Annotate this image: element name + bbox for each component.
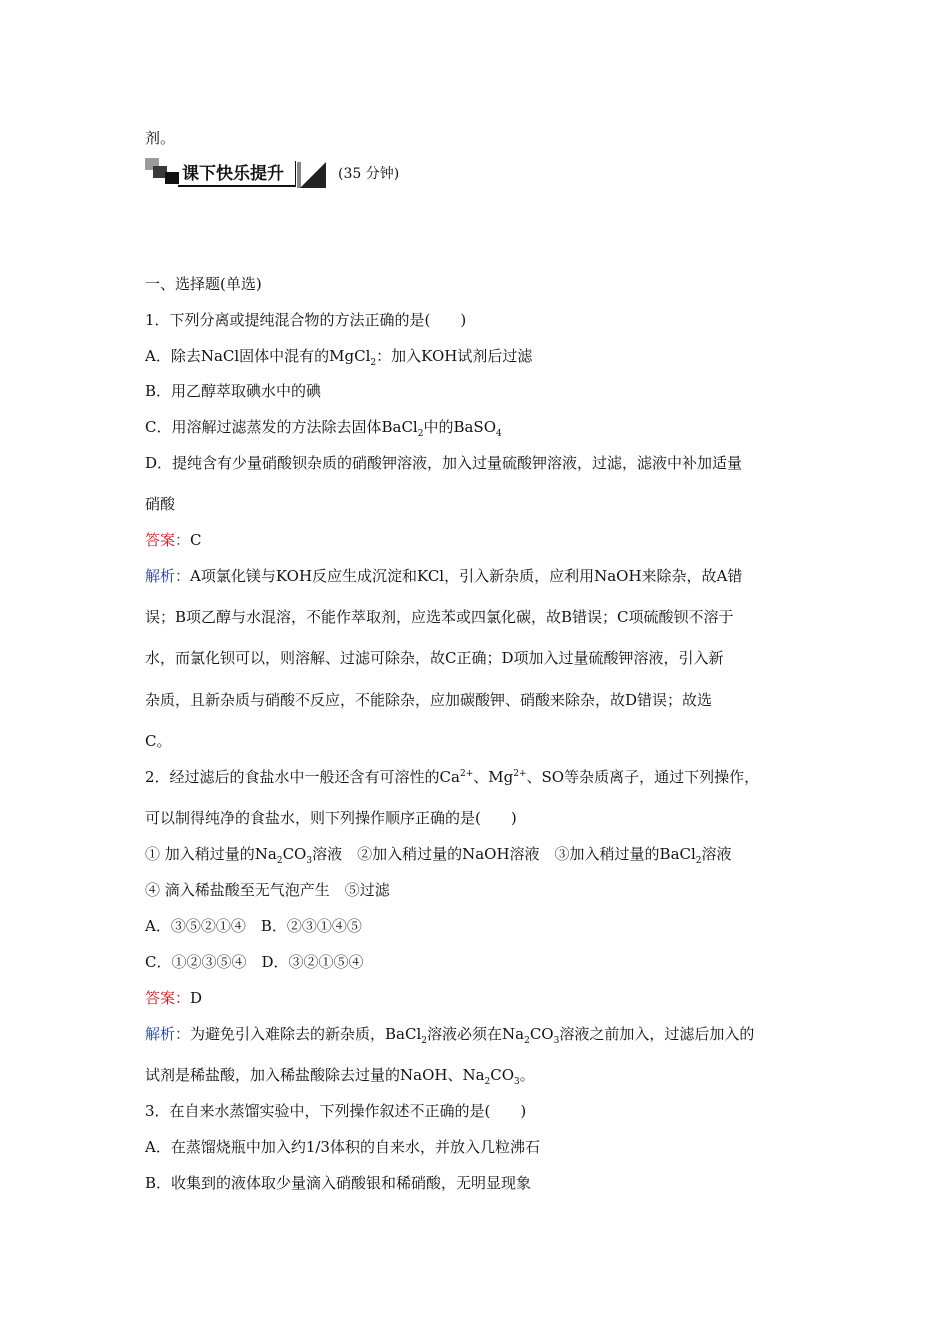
q1-c-text: 中的BaSO <box>423 418 497 436</box>
q2-operations-line1 <box>145 844 732 864</box>
q1-option-d-line1: D．提纯含有少量硝酸钡杂质的硝酸钾溶液，加入过量硫酸钾溶液，过滤，滤液中补加适量 <box>145 454 743 472</box>
q1-a-text: A．除去NaCl固体中混有的MgCl <box>145 347 371 365</box>
subscript: 2 <box>370 358 377 368</box>
subscript: 3 <box>553 1036 560 1046</box>
analysis-text: 试剂是稀盐酸，加入稀盐酸除去过量的NaOH、Na <box>145 1066 485 1084</box>
q1-analysis-line4: 杂质，且新杂质与硝酸不反应，不能除杂，应加碳酸钾、硝酸来除杂，故D错误；故选 <box>145 691 713 709</box>
banner-time: (35 分钟) <box>338 166 400 182</box>
analysis-text: 溶液之前加入，过滤后加入的 <box>559 1025 755 1043</box>
q1-option-a <box>145 346 532 366</box>
analysis-text: 溶液必须在Na <box>427 1025 525 1043</box>
subscript: 3 <box>306 856 313 866</box>
q2-ops-text: CO <box>282 845 307 863</box>
q1-analysis-line3: 水，而氯化钡可以，则溶解、过滤可除杂，故C正确；D项加入过量硫酸钾溶液，引入新 <box>145 649 724 667</box>
intro-tail: 剂。 <box>145 129 176 147</box>
q1-option-d-line2: 硝酸 <box>145 495 176 513</box>
q1-analysis-line1 <box>145 566 742 586</box>
q1-option-c <box>145 417 502 437</box>
q1-c-text: C．用溶解过滤蒸发的方法除去固体BaCl <box>145 418 418 436</box>
q2-operations-line2: ④ 滴入稀盐酸至无气泡产生 ⑤过滤 <box>145 881 390 899</box>
q1-a-text: ：加入KOH试剂后过滤 <box>376 347 533 365</box>
subscript: 2 <box>695 856 702 866</box>
q1-stem: 1．下列分离或提纯混合物的方法正确的是( ) <box>145 311 467 329</box>
q3-option-a: A．在蒸馏烧瓶中加入约1/3体积的自来水，并放入几粒沸石 <box>145 1138 540 1156</box>
answer-value: C <box>190 531 202 549</box>
answer-label: 答案： <box>145 531 191 549</box>
q1-answer <box>145 530 202 550</box>
subscript: 2 <box>417 429 424 439</box>
q1-analysis-line2: 误；B项乙醇与水混溶，不能作萃取剂，应选苯或四氯化碳，故B错误；C项硫酸钡不溶于 <box>145 608 734 626</box>
subscript: 2 <box>276 856 283 866</box>
q1-option-b: B．用乙醇萃取碘水中的碘 <box>145 382 322 400</box>
section-title: 一、选择题(单选) <box>145 275 262 293</box>
analysis-text: 为避免引入难除去的新杂质，BaCl <box>190 1025 422 1043</box>
superscript: 2+ <box>459 769 474 779</box>
q2-stem-text: 、SO等杂质离子，通过下列操作， <box>526 768 760 786</box>
banner-square-icon <box>165 172 179 184</box>
analysis-label: 解析： <box>145 567 191 585</box>
superscript: 2+ <box>513 769 527 779</box>
q2-analysis-line2 <box>145 1065 535 1085</box>
q1-analysis-line5: C。 <box>145 732 172 750</box>
subscript: 2 <box>484 1077 491 1087</box>
q2-stem-line1 <box>145 767 759 787</box>
analysis-text: A项氯化镁与KOH反应生成沉淀和KCl，引入新杂质，应利用NaOH来除杂，故A错 <box>190 567 743 585</box>
q2-ops-text: ① 加入稍过量的Na <box>145 845 277 863</box>
q2-ops-text: 溶液 ②加入稍过量的NaOH溶液 ③加入稍过量的BaCl <box>312 845 696 863</box>
q2-analysis-line1 <box>145 1024 754 1044</box>
q3-option-b: B．收集到的液体取少量滴入硝酸银和稀硝酸，无明显现象 <box>145 1174 532 1192</box>
q2-stem-line2: 可以制得纯净的食盐水，则下列操作顺序正确的是( ) <box>145 809 517 827</box>
analysis-text: CO <box>490 1066 515 1084</box>
analysis-text: CO <box>529 1025 554 1043</box>
answer-value: D <box>190 989 203 1007</box>
subscript: 4 <box>496 429 502 439</box>
q2-options-cd: C．①②③⑤④ D．③②①⑤④ <box>145 953 364 971</box>
answer-label: 答案： <box>145 989 191 1007</box>
q2-options-ab: A．③⑤②①④ B．②③①④⑤ <box>145 917 362 935</box>
q2-answer <box>145 988 202 1008</box>
banner-title: 课下快乐提升 <box>178 161 296 187</box>
analysis-label: 解析： <box>145 1025 191 1043</box>
q2-stem-text: 2．经过滤后的食盐水中一般还含有可溶性的Ca <box>145 768 460 786</box>
q2-stem-text: 、Mg <box>473 768 514 786</box>
analysis-text: 。 <box>519 1066 535 1084</box>
subscript: 3 <box>514 1077 520 1087</box>
subscript: 2 <box>524 1036 530 1046</box>
q3-stem: 3．在自来水蒸馏实验中，下列操作叙述不正确的是( ) <box>145 1102 527 1120</box>
section-banner <box>145 158 435 194</box>
subscript: 2 <box>421 1036 427 1046</box>
banner-triangle-icon <box>300 162 326 188</box>
q2-ops-text: 溶液 <box>701 845 732 863</box>
